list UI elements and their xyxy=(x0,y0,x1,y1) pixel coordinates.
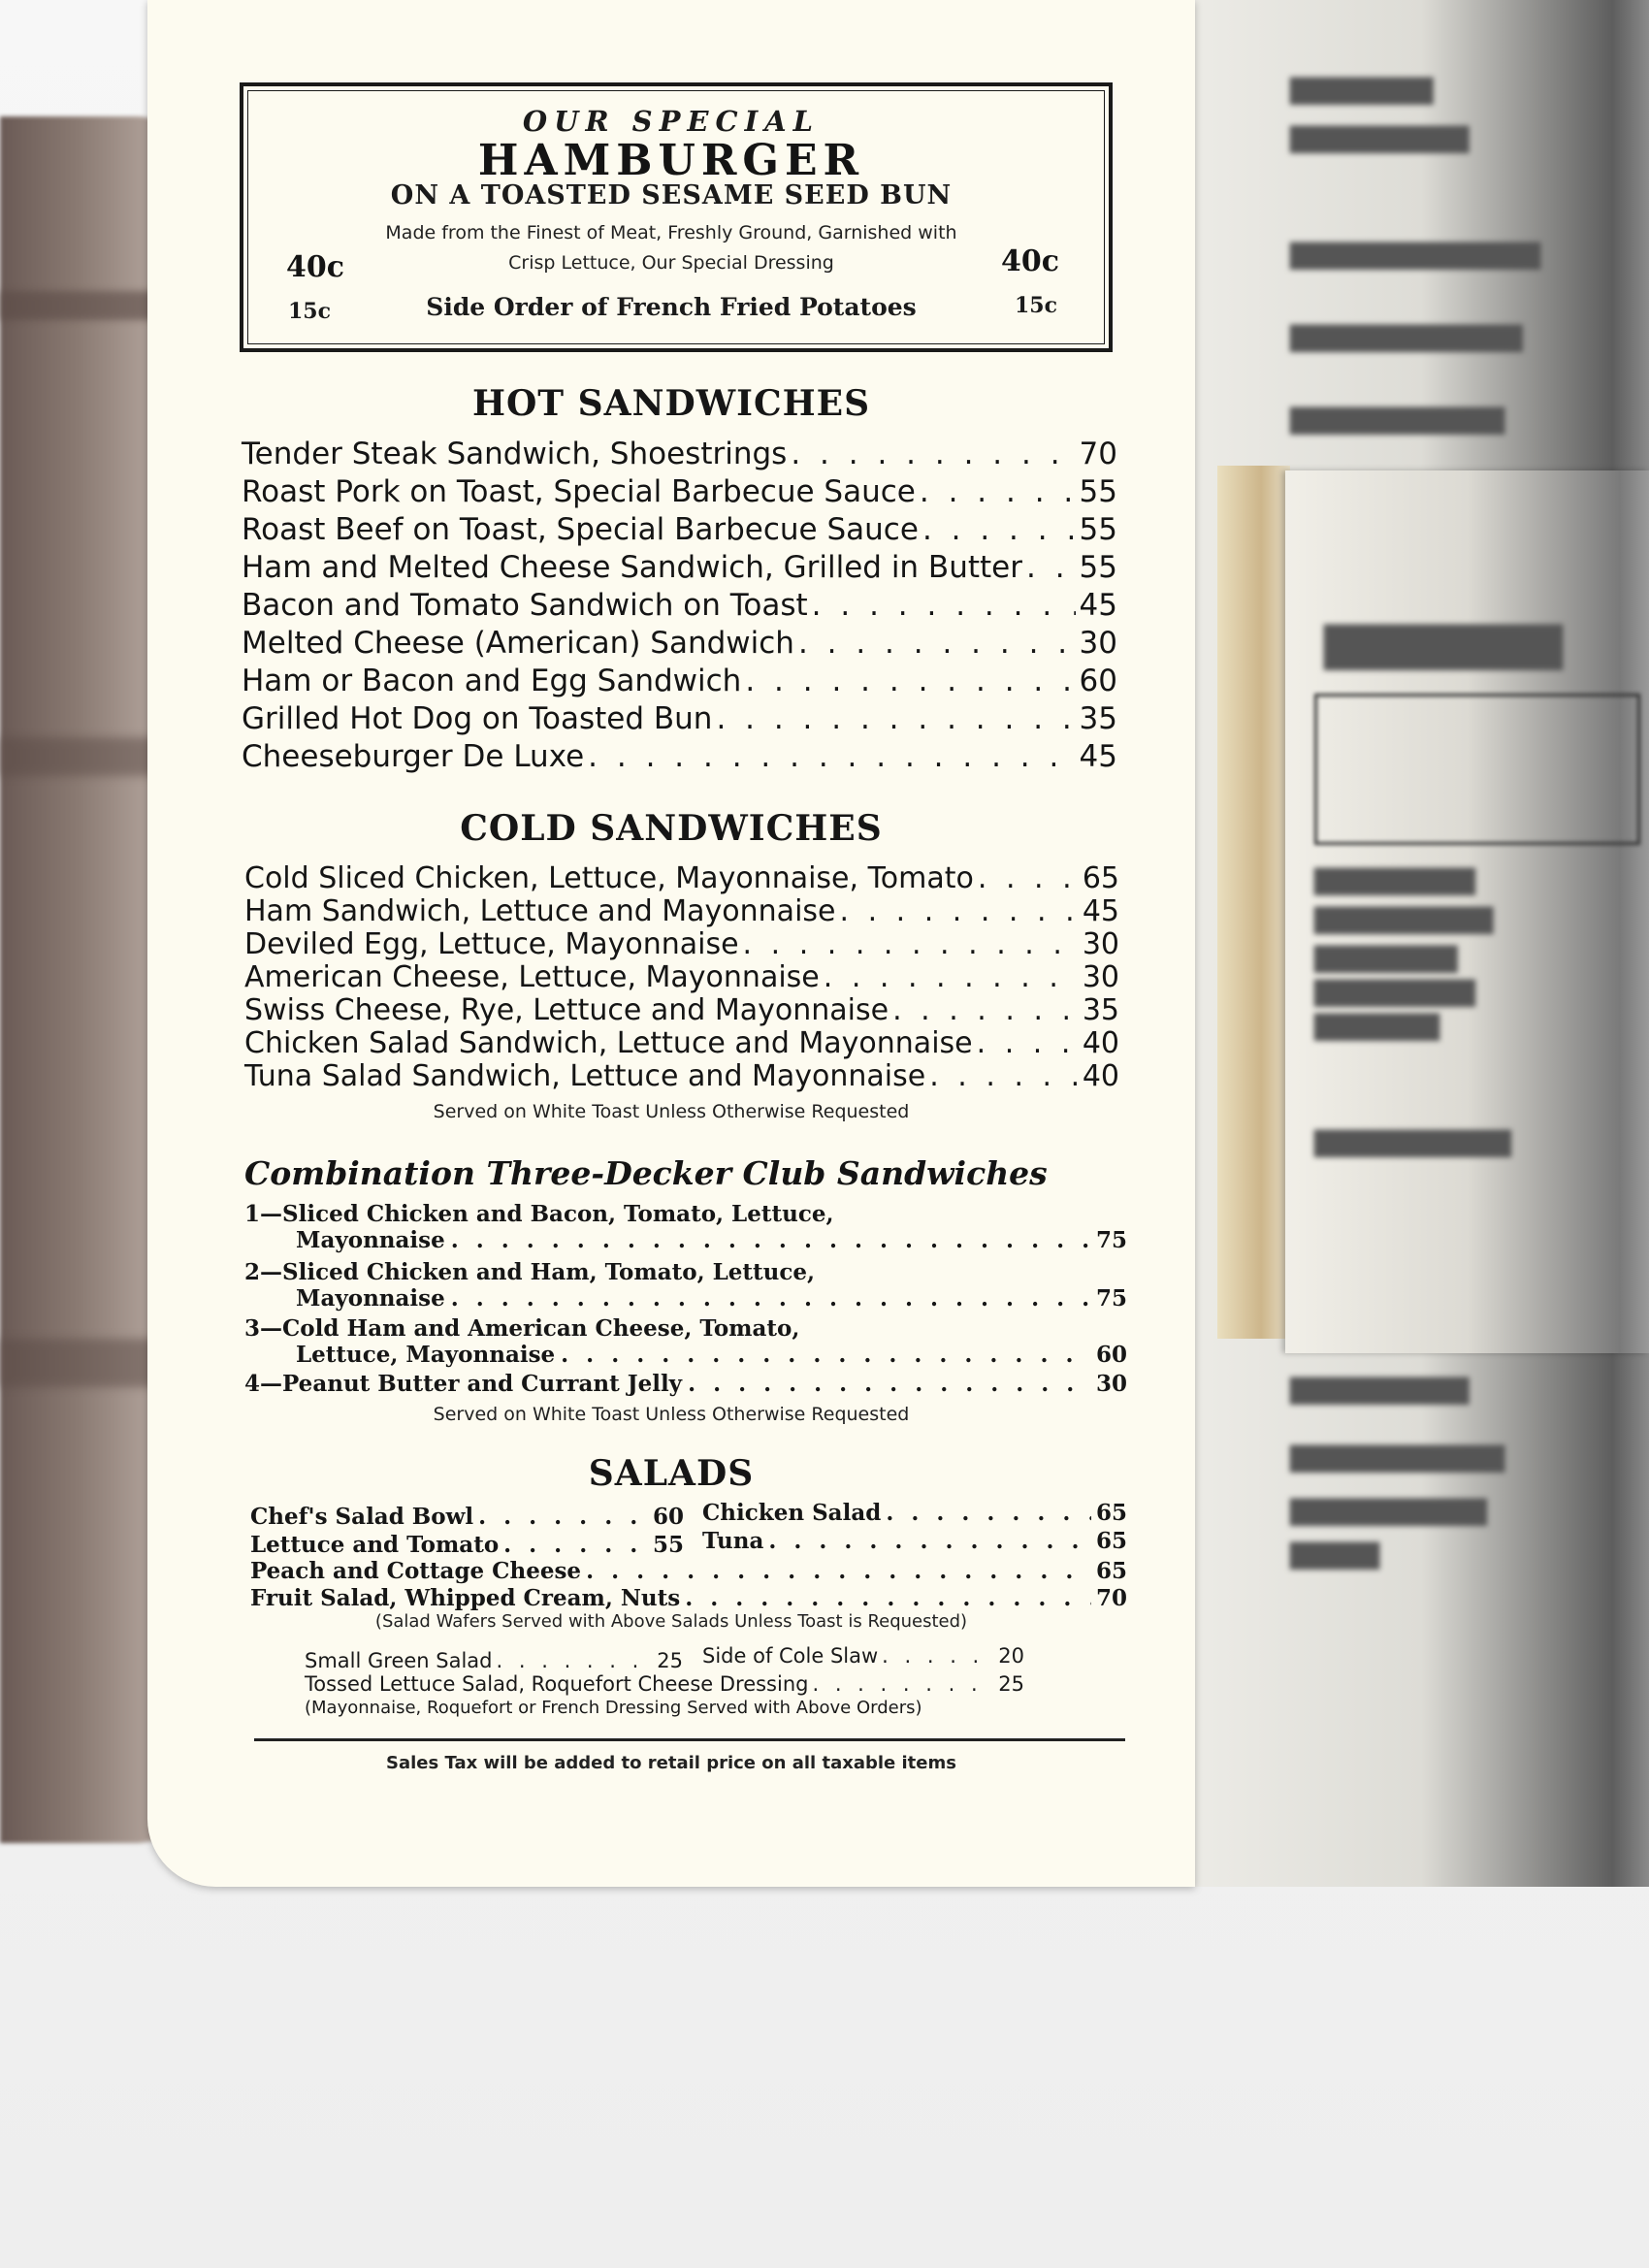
hamburger-description-2: Crisp Lettuce, Our Special Dressing xyxy=(508,252,834,274)
menu-item: Chef's Salad Bowl . . . 60 xyxy=(250,1504,684,1530)
menu-item: Tuna . . . 65 xyxy=(702,1528,1127,1554)
dressing-note: (Mayonnaise, Roquefort or French Dressing Served with Above Orders) xyxy=(305,1698,922,1718)
club-item: 3—Cold Ham and American Cheese, Tomato, Lettuce, Mayonnaise . . . 60 xyxy=(244,1315,1127,1368)
menu-item: Side of Cole Slaw . . . 20 xyxy=(702,1644,1024,1668)
fries-price-left: 15c xyxy=(288,299,332,324)
menu-item: Swiss Cheese, Rye, Lettuce and Mayonnaise . . . 35 xyxy=(244,993,1119,1027)
menu-item: Cheeseburger De Luxe . . . 45 xyxy=(242,739,1117,774)
wafers-note: (Salad Wafers Served with Above Salads Unless Toast is Requested) xyxy=(374,1611,968,1632)
menu-item: Cold Sliced Chicken, Lettuce, Mayonnaise, Tomato . . . 65 xyxy=(244,861,1119,895)
menu-item: Small Green Salad . . . 25 xyxy=(305,1649,683,1672)
club-note: Served on White Toast Unless Otherwise Requested xyxy=(433,1404,910,1425)
hamburger-price-left: 40c xyxy=(286,250,345,284)
special-heading: OUR SPECIAL xyxy=(522,105,821,138)
menu-item: Ham Sandwich, Lettuce and Mayonnaise . . . 45 xyxy=(244,894,1119,928)
blurred-facing-page: ████████ ██████████ ██████████████ █████████████ ████████████ ██████████ ████████████ ███████████ █████ xyxy=(1193,0,1649,1887)
cold-sandwiches-heading: COLD SANDWICHES xyxy=(460,808,883,849)
menu-page xyxy=(147,0,1195,1887)
menu-item: Roast Pork on Toast, Special Barbecue Sauce . . . 55 xyxy=(242,474,1117,509)
menu-item: Peach and Cottage Cheese . . . 65 xyxy=(250,1558,1127,1584)
hot-sandwiches-heading: HOT SANDWICHES xyxy=(471,383,871,424)
menu-item: Lettuce and Tomato . . . 55 xyxy=(250,1532,684,1558)
salads-heading: SALADS xyxy=(588,1453,755,1494)
blurred-insert-card: ████████ █████████ ██████████ ████████ █████████ ███████ ███████████ xyxy=(1285,470,1649,1353)
club-item: 2—Sliced Chicken and Ham, Tomato, Lettuce, Mayonnaise . . . 75 xyxy=(244,1259,1127,1312)
hamburger-price-right: 40c xyxy=(1001,244,1060,278)
menu-item: Roast Beef on Toast, Special Barbecue Sauce . . . 55 xyxy=(242,512,1117,547)
sales-tax-note: Sales Tax will be added to retail price on all taxable items xyxy=(386,1753,956,1773)
menu-item: Ham or Bacon and Egg Sandwich . . . 60 xyxy=(242,664,1117,698)
club-item: 4—Peanut Butter and Currant Jelly . . . 30 xyxy=(244,1371,1127,1397)
menu-item: Bacon and Tomato Sandwich on Toast . . . 45 xyxy=(242,588,1117,623)
menu-item: Tender Steak Sandwich, Shoestrings . . . 70 xyxy=(242,437,1117,471)
menu-item: Ham and Melted Cheese Sandwich, Grilled in Butter . . . 55 xyxy=(242,550,1117,585)
tape-strip xyxy=(1217,466,1290,1339)
menu-item: Grilled Hot Dog on Toasted Bun . . . 35 xyxy=(242,701,1117,736)
menu-item: American Cheese, Lettuce, Mayonnaise . . . 30 xyxy=(244,960,1119,994)
fries-label: Side Order of French Fried Potatoes xyxy=(426,293,917,321)
hamburger-description-1: Made from the Finest of Meat, Freshly Ground, Garnished with xyxy=(385,222,957,243)
menu-item: Fruit Salad, Whipped Cream, Nuts . . . 70 xyxy=(250,1585,1127,1611)
footer-rule xyxy=(254,1738,1125,1741)
menu-item: Deviled Egg, Lettuce, Mayonnaise . . . 30 xyxy=(244,927,1119,961)
cold-note: Served on White Toast Unless Otherwise Requested xyxy=(433,1101,910,1122)
menu-item: Tossed Lettuce Salad, Roquefort Cheese Dressing . . . 25 xyxy=(305,1672,1024,1696)
menu-item: Melted Cheese (American) Sandwich . . . 30 xyxy=(242,626,1117,661)
hamburger-title: HAMBURGER xyxy=(477,136,865,185)
menu-item: Chicken Salad . . . 65 xyxy=(702,1500,1127,1526)
menu-item: Tuna Salad Sandwich, Lettuce and Mayonnaise . . . 40 xyxy=(244,1059,1119,1093)
club-heading: Combination Three-Decker Club Sandwiches xyxy=(244,1154,1048,1192)
fries-price-right: 15c xyxy=(1015,293,1058,318)
menu-item: Chicken Salad Sandwich, Lettuce and Mayonnaise . . . 40 xyxy=(244,1026,1119,1060)
club-item: 1—Sliced Chicken and Bacon, Tomato, Lettuce, Mayonnaise . . . 75 xyxy=(244,1201,1127,1253)
hamburger-subtitle: ON A TOASTED SESAME SEED BUN xyxy=(390,180,953,211)
